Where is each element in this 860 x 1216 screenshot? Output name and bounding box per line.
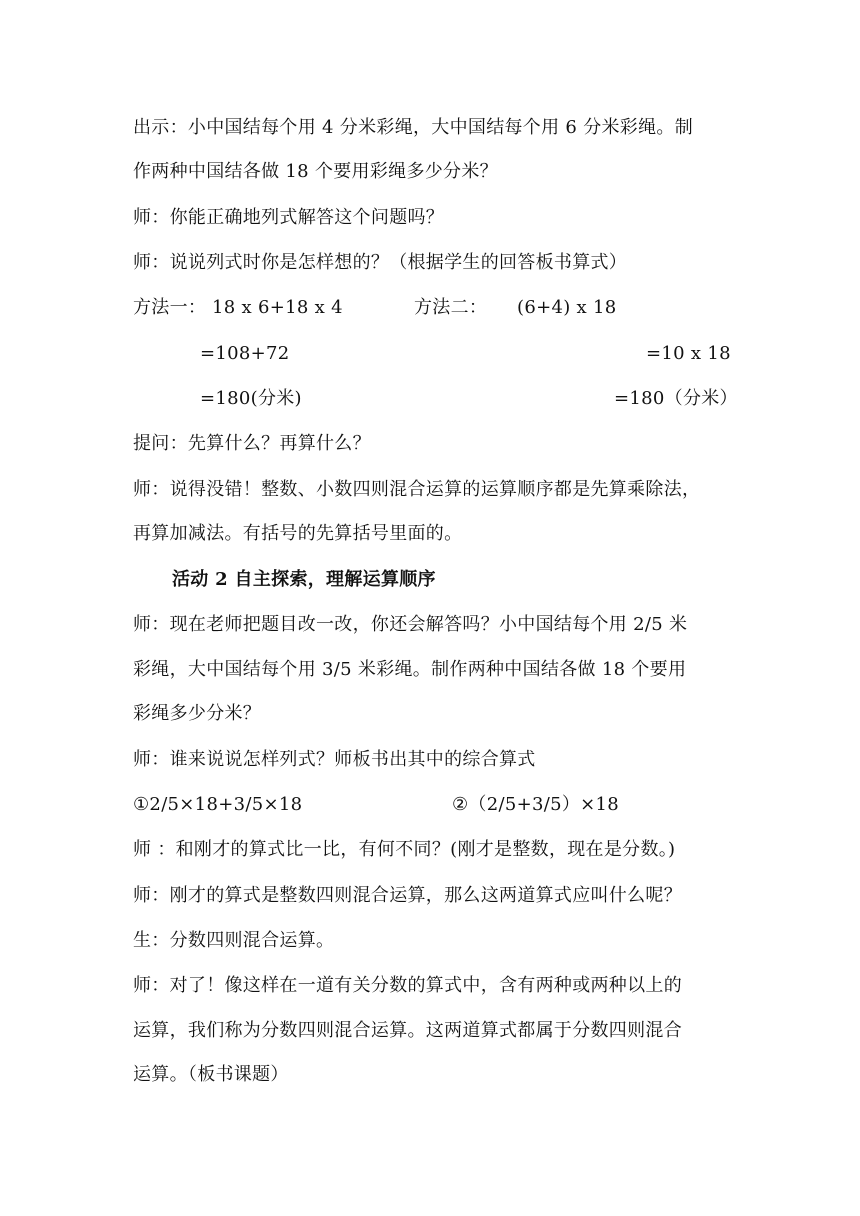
method1-step1: =108+72 [200, 343, 290, 364]
paragraph-teacher-question: 师：你能正确地列式解答这个问题吗？ [133, 207, 445, 228]
method1-label: 方法一： [133, 297, 207, 318]
expression-2: ②（2/5+3/5）×18 [452, 794, 620, 815]
paragraph-modify-line1: 师：现在老师把题目改一改，你还会解答吗？小中国结每个用 2/5 米 [133, 614, 688, 635]
method2-step1: =10 x 18 [646, 343, 731, 364]
paragraph-teacher-think: 师：说说列式时你是怎样想的？（根据学生的回答板书算式） [133, 252, 628, 273]
method1-step2: =180(分米) [200, 388, 302, 409]
paragraph-modify-line3: 彩绳多少分米？ [133, 703, 262, 724]
paragraph-definition-line2: 运算，我们称为分数四则混合运算。这两道算式都属于分数四则混合 [133, 1020, 682, 1041]
paragraph-ask: 提问：先算什么？再算什么？ [133, 433, 371, 454]
paragraph-who-says: 师：谁来说说怎样列式？师板书出其中的综合算式 [133, 749, 536, 770]
paragraph-compare: 师 ：和刚才的算式比一比，有何不同？(刚才是整数，现在是分数。) [133, 839, 676, 860]
paragraph-intro-line2: 作两种中国结各做 18 个要用彩绳多少分米？ [133, 161, 498, 182]
expression-1: ①2/5×18+3/5×18 [133, 794, 303, 815]
paragraph-student-answer: 生：分数四则混合运算。 [133, 930, 335, 951]
method2-step2: =180（分米） [614, 388, 738, 409]
paragraph-definition-line1: 师：对了！像这样在一道有关分数的算式中，含有两种或两种以上的 [133, 975, 682, 996]
paragraph-intro-line1: 出示：小中国结每个用 4 分米彩绳，大中国结每个用 6 分米彩绳。制 [133, 117, 693, 138]
paragraph-teacher-correct-line2: 再算加减法。有括号的先算括号里面的。 [133, 523, 463, 544]
paragraph-modify-line2: 彩绳，大中国结每个用 3/5 米彩绳。制作两种中国结各做 18 个要用 [133, 659, 687, 680]
method2-expression: (6+4) x 18 [517, 297, 617, 318]
method1-expression: 18 x 6+18 x 4 [212, 297, 343, 318]
paragraph-what-called: 师：刚才的算式是整数四则混合运算，那么这两道算式应叫什么呢？ [133, 885, 682, 906]
paragraph-teacher-correct-line1: 师：说得没错！整数、小数四则混合运算的运算顺序都是先算乘除法， [133, 479, 701, 500]
method2-label: 方法二： [414, 297, 488, 318]
activity-heading: 活动 2 自主探索，理解运算顺序 [172, 569, 436, 590]
paragraph-definition-line3: 运算。（板书课题） [133, 1064, 289, 1085]
